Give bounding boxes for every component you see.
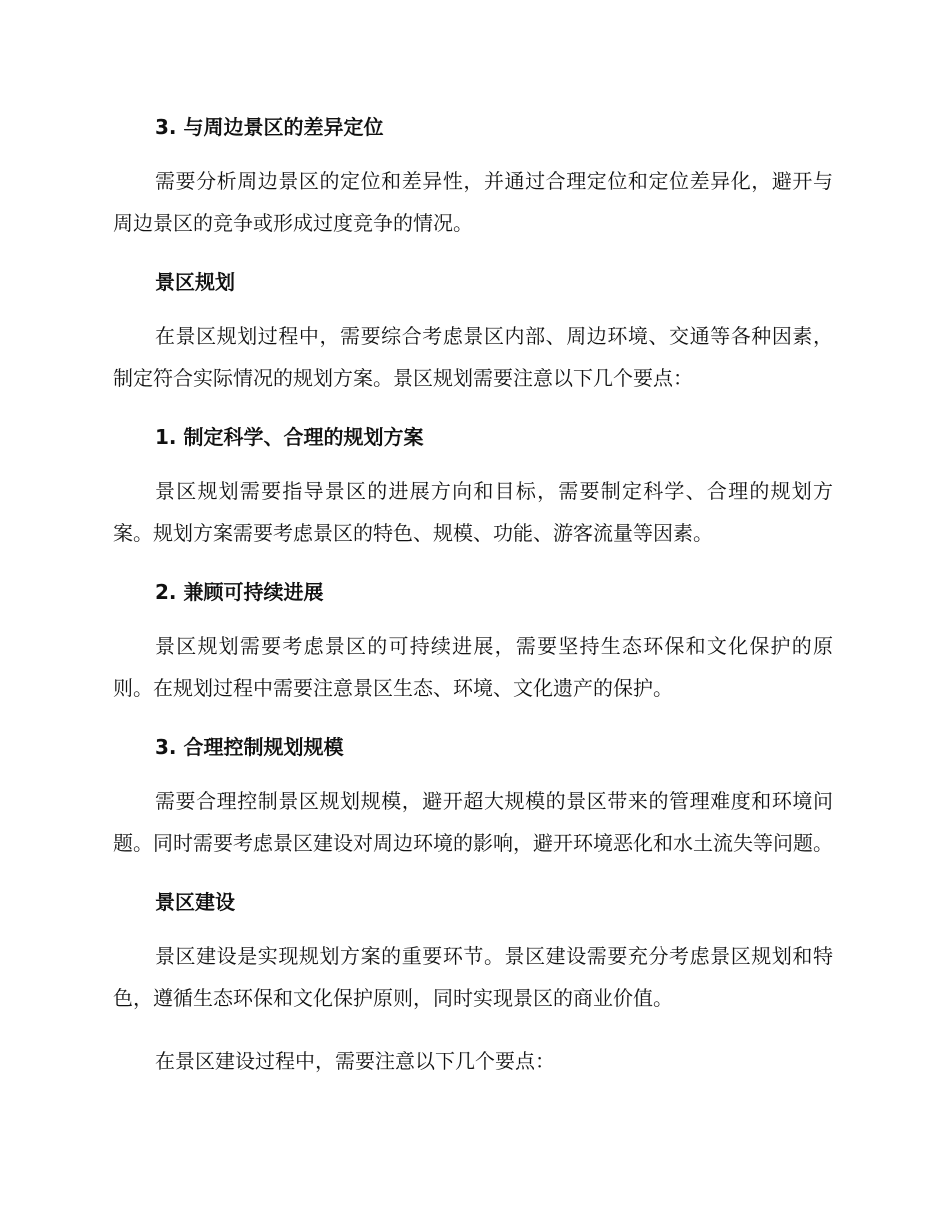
paragraph-construction-points: 在景区建设过程中，需要注意以下几个要点： [155, 1049, 555, 1073]
paragraph-construction-intro: 景区建设是实现规划方案的重要环节。景区建设需要充分考虑景区规划和特色，遵循生态环保和文化保护原则，同时实现景区的商业价值。 [113, 944, 833, 1010]
paragraph-planning-intro: 在景区规划过程中，需要综合考虑景区内部、周边环境、交通等各种因素，制定符合实际情况的规划方案。景区规划需要注意以下几个要点： [113, 324, 833, 390]
section-heading-construction: 景区建设 [155, 890, 235, 914]
paragraph-scale-control: 需要合理控制景区规划规模，避开超大规模的景区带来的管理难度和环境问题。同时需要考虑景区建设对周边环境的影响，避开环境恶化和水土流失等问题。 [113, 789, 833, 855]
subheading-scientific-plan: 1. 制定科学、合理的规划方案 [155, 425, 424, 449]
paragraph-sustainability: 景区规划需要考虑景区的可持续进展，需要坚持生态环保和文化保护的原则。在规划过程中需要注意景区生态、环境、文化遗产的保护。 [113, 634, 833, 700]
paragraph-differentiation: 需要分析周边景区的定位和差异性，并通过合理定位和定位差异化，避开与周边景区的竞争或形成过度竞争的情况。 [113, 169, 833, 235]
document-page [113, 110, 833, 1082]
subheading-scale-control: 3. 合理控制规划规模 [155, 735, 344, 759]
paragraph-scientific-plan: 景区规划需要指导景区的进展方向和目标，需要制定科学、合理的规划方案。规划方案需要考虑景区的特色、规模、功能、游客流量等因素。 [113, 479, 833, 545]
section-heading-differentiation: 3. 与周边景区的差异定位 [155, 115, 384, 139]
section-heading-planning: 景区规划 [155, 270, 235, 294]
subheading-sustainability: 2. 兼顾可持续进展 [155, 580, 324, 604]
